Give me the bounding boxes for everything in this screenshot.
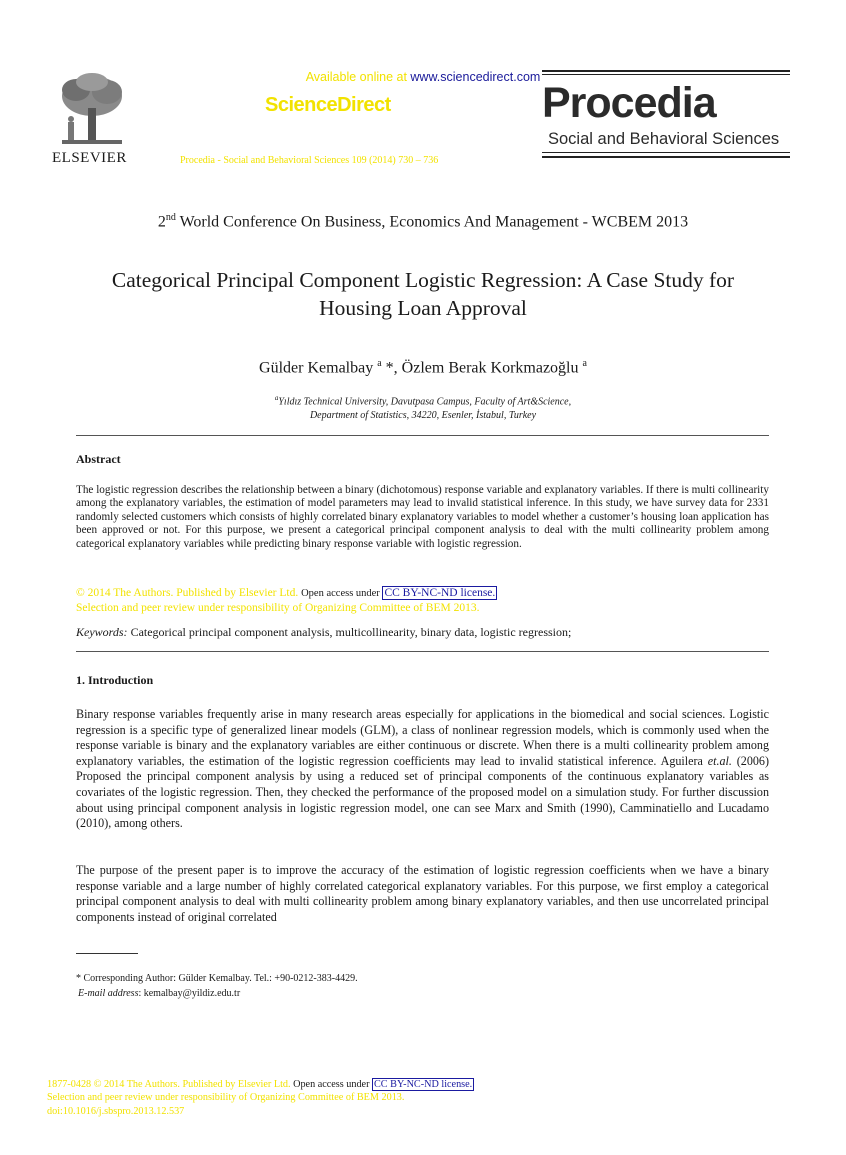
procedia-bottom-rule-thin [542, 152, 790, 153]
abstract-heading: Abstract [76, 452, 121, 466]
affiliation-line-2: Department of Statistics, 34220, Esenler, İstabul, Turkey [309, 410, 537, 422]
conference-name: World Conference On Business, Economics And Management - WCBEM 2013 [175, 213, 689, 231]
intro-p1-part-b: (2006) Proposed the principal component analysis by using a reduced set of principal components of the continuous explanatory variables as covariates of the logistic regression. Then, they checked the performance of the proposed model on a simulation study. For further discussion about using principal component analysis in logistic regression model, one can see Marx and Smith (1990), Camminatiello and Lucadamo (2010), among others. [76, 753, 770, 831]
introduction-heading: 1. Introduction [76, 673, 154, 687]
divider-bottom [76, 651, 769, 652]
affiliation [0, 391, 846, 423]
procedia-top-rule-thin [542, 74, 790, 75]
bottom-doi[interactable]: doi:10.1016/j.sbspro.2013.12.537 [47, 1105, 185, 1117]
conference-ordinal-suffix: nd [165, 212, 176, 223]
abstract-copyright-block [76, 586, 497, 615]
footnote-rule [76, 953, 138, 954]
keywords-line [76, 625, 571, 640]
abstract-license-link[interactable]: CC BY-NC-ND license. [384, 587, 496, 599]
abstract-body: The logistic regression describes the relationship between a binary (dichotomous) response variable and explanatory variables. If there is multi collinearity among the explanatory variables, the estimation of model parameters may lead to invalid statistical inference. In this study, we have survey data for 2331 randomly selected customers which consists of highly correlated binary explanatory variables to model whether a customer’s housing loan application has been approved or not. For this purpose, we present a categorical principal component analysis to deal with the multi collinearity problem among categorical explanatory variables while predicting binary response variable with logistic regression. [76, 484, 769, 550]
author-1-corresponding-mark: *, [381, 359, 402, 377]
procedia-subtitle: Social and Behavioral Sciences [548, 130, 780, 148]
divider-top [76, 435, 769, 436]
bottom-peer-review: Selection and peer review under responsibility of Organizing Committee of BEM 2013. [47, 1092, 405, 1104]
footnote-email-label: E-mail address [78, 988, 139, 999]
footnote-email-address: : kemalbay@yildiz.edu.tr [138, 988, 241, 999]
keywords-label: Keywords: [76, 625, 128, 639]
procedia-logo: Procedia [542, 79, 716, 127]
bottom-copyright-block [47, 1078, 474, 1118]
bottom-license-link[interactable]: CC BY-NC-ND license. [374, 1079, 473, 1090]
keywords-text: Categorical principal component analysis, multicollinearity, binary data, logistic regression; [127, 625, 572, 639]
procedia-top-rule [542, 70, 790, 72]
affiliation-mark: a [274, 394, 279, 402]
bottom-open-access: Open access under [293, 1079, 373, 1090]
elsevier-wordmark: ELSEVIER [52, 150, 127, 166]
author-1-affil-mark: a [377, 358, 382, 369]
conference-line [0, 212, 846, 231]
author-line [0, 358, 846, 377]
abstract-peer-review: Selection and peer review under responsibility of Organizing Committee of BEM 2013. [76, 602, 480, 614]
footnote-email [78, 988, 240, 999]
sciencedirect-logo: ScienceDirect [265, 94, 391, 116]
available-prefix: Available online at [305, 70, 411, 84]
available-online-line [0, 70, 846, 84]
author-2-affil-mark: a [582, 358, 587, 369]
footnote-corresponding: * Corresponding Author: Gülder Kemalbay. Tel.: +90-0212-383-4429. [76, 973, 358, 984]
intro-p1-part-a: Binary response variables frequently arise in many research areas especially for applications in the biomedical and social sciences. Logistic regression is a specific type of generalized linear models (GLM), a class of nonlinear regression models, which is commonly used when the response variable is binary and the explanatory variables are either continuous or discrete. When there is a multi collinearity problem among explanatory variables, the estimation of the logistic regression coefficients may lead to invalid statistical inference. Aguilera [76, 707, 769, 768]
author-2-name: Özlem Berak Korkmazoğlu [401, 359, 583, 377]
introduction-paragraph-2: The purpose of the present paper is to improve the accuracy of the estimation of logistic regression coefficients when we have a binary response variable and a large number of highly correlated categorical explanatory variables. For this purpose, we first employ a categorical principal component analysis to deal with multi collinearity problem among binary explanatory variables, and then use uncorrelated principal components instead of original correlated [76, 863, 769, 924]
introduction-paragraph-1 [76, 707, 769, 832]
paper-title: Categorical Principal Component Logistic Regression: A Case Study for Housing Loan Approval [111, 268, 735, 320]
affiliation-line-1: Yıldız Technical University, Davutpasa Campus, Faculty of Art&Science, [278, 396, 572, 408]
abstract-copyright: © 2014 The Authors. Published by Elsevier Ltd. [76, 587, 299, 599]
bottom-issn-copyright: 1877-0428 © 2014 The Authors. Published by Elsevier Ltd. [47, 1079, 291, 1090]
procedia-bottom-rule [542, 156, 790, 158]
author-1-name: Gülder Kemalbay [259, 359, 378, 377]
sciencedirect-url-link[interactable]: www.sciencedirect.com [410, 70, 541, 84]
abstract-open-access: Open access under [301, 588, 383, 599]
journal-citation: Procedia - Social and Behavioral Sciences 109 (2014) 730 – 736 [180, 155, 439, 166]
intro-p1-etal: et.al. [707, 753, 732, 768]
conference-ordinal: 2 [157, 213, 166, 231]
